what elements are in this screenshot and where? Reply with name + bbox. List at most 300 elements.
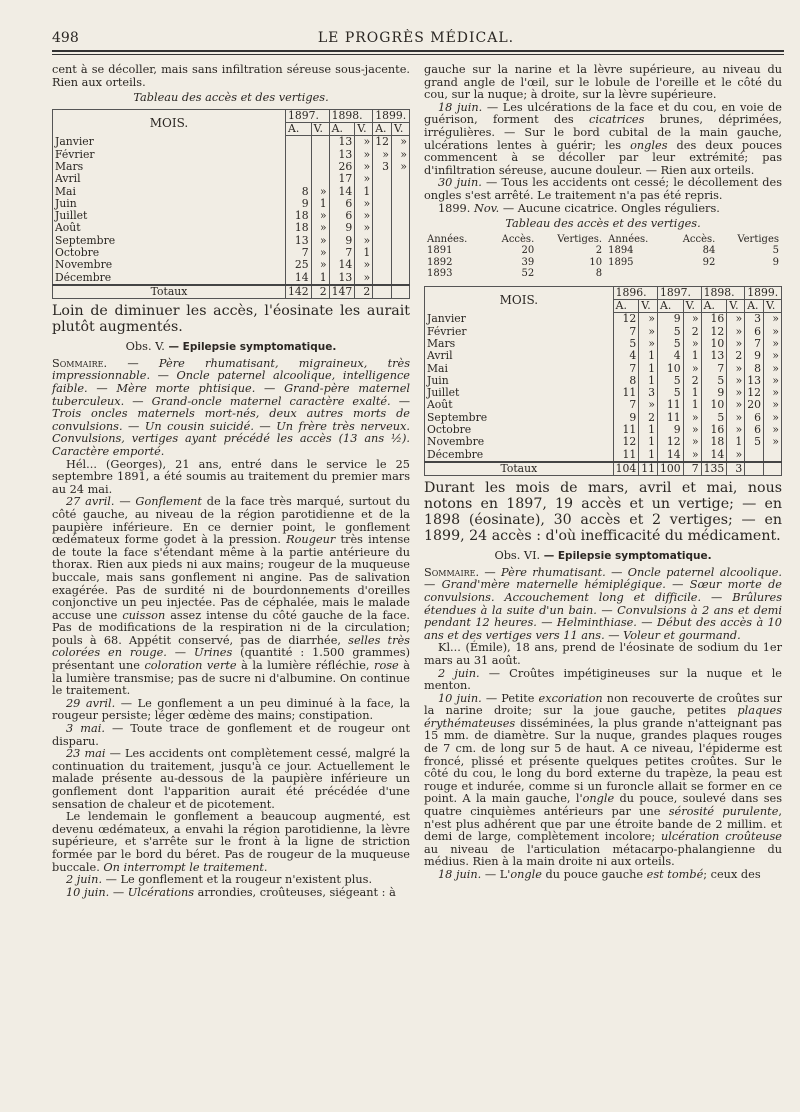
acces-cell: 6 xyxy=(329,198,355,210)
month-label: Septembre xyxy=(427,411,488,424)
acces-cell: 13 xyxy=(286,235,312,247)
acces-cell: 5 xyxy=(658,326,684,338)
paragraph xyxy=(52,496,410,698)
acces-cell: 26 xyxy=(329,161,355,173)
month-label: Août xyxy=(427,399,453,412)
acces-cell xyxy=(373,210,392,222)
date: 10 juin. xyxy=(66,885,110,899)
acces-cell: 14 xyxy=(658,449,684,462)
paragraph: gauche sur la narine et la lèvre supérieure, au niveau du grand angle de l'œil, sur le lobule de l'oreille et le côté du cou, sur la nuque; à droite, sur la lèvre supérieure. xyxy=(424,63,782,102)
term: cuisson xyxy=(122,608,166,622)
sommaire-text: — Père rhumatisant. — Oncle paternel alcoolique. — Grand'mère maternelle hémiplégique. — Sœur morte de convulsions. Accouchement long et difficile. — Brûlures étendues à la suite d'un bain. — Convulsions à 2 ans et demi pendant 12 heures. — Helminthiase. — Début des accès à 10 ans et des vertiges vers 11 ans. — Voleur et gourmand. xyxy=(424,565,782,642)
text: — L' xyxy=(481,868,511,882)
date: 23 mai xyxy=(66,747,106,761)
acces-cell: 10 xyxy=(701,338,727,350)
text: très intense de toute la face s'étendant même à la partie antérieure du thorax. Rien aux pieds ni aux mains; rougeur de la muqueuse buccale, mais sans gonflement ni angine. Pas de salivation exagérée. Pas de surdité ni de bourdonnements d'oreilles conjonctive un peu injectée. Pas de céphalée, mais le malade accuse une xyxy=(52,533,410,622)
table-row xyxy=(53,149,410,161)
acces-cell: 7 xyxy=(613,363,639,375)
total-cell xyxy=(392,285,410,299)
acces-cell: 5 xyxy=(701,412,727,424)
term: cicatrices xyxy=(589,113,645,127)
vertige-cell xyxy=(392,198,410,210)
vertige-cell: » xyxy=(355,173,373,185)
vertige-cell: » xyxy=(683,424,701,436)
col-v: V. xyxy=(355,123,373,136)
acces-cell: 6 xyxy=(745,412,764,424)
vertige-cell: » xyxy=(392,161,410,173)
acces-cell: 12 xyxy=(745,387,764,399)
vertige-cell: » xyxy=(764,326,782,338)
header-rule xyxy=(52,50,784,52)
text: — Le gonflement a un peu diminué à la face, la rougeur persiste; léger œdème des mains; constipation. xyxy=(52,696,410,723)
acces-cell xyxy=(373,186,392,198)
acces-cell: 3 xyxy=(745,313,764,326)
table-row xyxy=(425,436,782,448)
acces-cell: 9 xyxy=(701,387,727,399)
total-cell: 104 xyxy=(613,462,639,476)
vertige-cell: 1 xyxy=(639,449,658,462)
col-a: A. xyxy=(701,300,727,313)
vertige-cell: » xyxy=(311,222,329,234)
vertige-cell: 2 xyxy=(683,326,701,338)
month-label: Novembre xyxy=(427,436,485,449)
total-cell: 147 xyxy=(329,285,355,299)
right-column xyxy=(424,64,782,882)
table-year: 1899. xyxy=(745,286,782,299)
paragraph xyxy=(424,668,782,693)
acces-cell: 3 xyxy=(373,161,392,173)
text: du pouce, soulevé dans ses quatre cinquièmes antérieurs par une xyxy=(424,792,782,819)
acces-cell: 5 xyxy=(745,436,764,448)
totals-label: Totaux xyxy=(53,285,286,299)
table-row xyxy=(425,424,782,436)
acces-cell: 6 xyxy=(329,210,355,222)
term: rose xyxy=(374,659,399,673)
date: 18 juin. xyxy=(438,868,482,882)
acces-cell: 13 xyxy=(701,350,727,362)
table-row xyxy=(53,235,410,247)
text: — Les ulcérations de la face et du cou, en voie de guérison, forment des xyxy=(424,100,782,127)
vertige-cell: » xyxy=(355,272,373,285)
table-row xyxy=(53,186,410,198)
table-row xyxy=(53,259,410,271)
vertige-cell: » xyxy=(764,338,782,350)
paragraph xyxy=(52,698,410,723)
term: On interrompt le traitement. xyxy=(103,860,268,874)
paragraph xyxy=(52,887,410,900)
month-label: Décembre xyxy=(427,448,484,461)
vertige-cell: » xyxy=(764,399,782,411)
vertige-cell xyxy=(392,186,410,198)
term: Ulcérations xyxy=(127,885,195,899)
total-cell: 135 xyxy=(701,462,727,476)
vertige-cell: » xyxy=(727,363,745,375)
vertige-cell xyxy=(392,259,410,271)
vertige-cell: » xyxy=(727,399,745,411)
table-title: Tableau des accès et des vertiges. xyxy=(133,91,329,105)
page-header xyxy=(52,30,780,52)
obs-title: — Epilepsie symptomatique. xyxy=(543,550,712,563)
summary-cell xyxy=(718,268,782,280)
vertige-cell xyxy=(392,222,410,234)
vertige-cell: 1 xyxy=(355,186,373,198)
date: 18 juin. xyxy=(438,100,483,114)
summary-cell: 5 xyxy=(772,245,779,257)
paragraph-large: Loin de diminuer les accès, l'éosinate les aurait plutôt augmentés. xyxy=(52,303,410,336)
acces-cell: 7 xyxy=(745,338,764,350)
table-row xyxy=(425,412,782,424)
acces-cell: 14 xyxy=(329,259,355,271)
text: disséminées, la plus grande n'atteignant pas 15 mm. de diamètre. Sur la nuque, grandes plaques rouges de 7 cm. de long sur 5 de haut. A ce niveau, l'épiderme est froncé, plissé et présente quelques petites croûtes. Sur le côté du cou, le long du bord externe du trapèze, la peau est rouge et indurée, comme si un furoncle allait se former en ce point. A la main gauche, l' xyxy=(424,716,782,806)
acces-cell: 8 xyxy=(613,375,639,387)
acces-cell xyxy=(373,247,392,259)
total-cell: 2 xyxy=(311,285,329,299)
total-cell xyxy=(373,285,392,299)
vertige-cell: 1 xyxy=(727,436,745,448)
vertige-cell: » xyxy=(311,247,329,259)
acces-cell xyxy=(286,161,312,173)
vertige-cell: 1 xyxy=(639,424,658,436)
head: Vertiges. xyxy=(557,233,603,245)
table-row xyxy=(425,363,782,375)
acces-cell xyxy=(373,235,392,247)
vertige-cell: 1 xyxy=(683,350,701,362)
acces-cell: 17 xyxy=(329,173,355,185)
col-v: V. xyxy=(311,123,329,136)
term: sérosité purulente xyxy=(668,805,779,819)
vertige-cell: » xyxy=(764,424,782,436)
table-year: 1898. xyxy=(329,109,373,122)
month-label: Février xyxy=(427,325,467,338)
vertige-cell: » xyxy=(764,375,782,387)
date: 30 juin. xyxy=(438,176,482,190)
table-row xyxy=(425,375,782,387)
acces-cell xyxy=(373,259,392,271)
sommaire-label: Sommaire. xyxy=(52,356,108,370)
vertige-cell xyxy=(392,235,410,247)
acces-cell: 18 xyxy=(701,436,727,448)
summary-cell: 84 xyxy=(702,245,716,257)
vertige-cell: » xyxy=(683,449,701,462)
vertige-cell: » xyxy=(727,424,745,436)
acces-cell: 4 xyxy=(613,350,639,362)
acces-cell: 9 xyxy=(329,222,355,234)
vertige-cell: » xyxy=(311,210,329,222)
table-row xyxy=(425,326,782,338)
journal-title: LE PROGRÈS MÉDICAL. xyxy=(317,30,515,46)
table-row xyxy=(53,210,410,222)
vertige-cell: » xyxy=(764,387,782,399)
acces-cell: 11 xyxy=(613,387,639,399)
month-label: Juin xyxy=(427,374,449,387)
paragraph xyxy=(424,177,782,202)
acces-cell: 12 xyxy=(613,313,639,326)
vertige-cell xyxy=(311,173,329,185)
date: 1899. xyxy=(438,201,474,215)
vertige-cell: » xyxy=(355,136,373,149)
month-label: Avril xyxy=(55,173,81,186)
month-label: Avril xyxy=(427,350,453,363)
vertige-cell: 2 xyxy=(683,375,701,387)
col-a: A. xyxy=(373,123,392,136)
table-year: 1899. xyxy=(373,109,410,122)
text: des deux pouces commencent à se décoller par leur extrémité; pas d'infiltration séreuse, aucune douleur. — Rien aux orteils. xyxy=(424,138,783,177)
acces-cell: 7 xyxy=(329,247,355,259)
summary-cell: 8 xyxy=(595,268,603,280)
acces-cell: 7 xyxy=(286,247,312,259)
vertige-cell: 1 xyxy=(639,375,658,387)
month-label: Juin xyxy=(55,197,77,210)
vertige-cell: » xyxy=(355,235,373,247)
month-label: Octobre xyxy=(55,247,100,260)
paragraph xyxy=(52,723,410,748)
col-a: A. xyxy=(745,300,764,313)
paragraph xyxy=(424,203,782,216)
acces-cell: 8 xyxy=(286,186,312,198)
acces-cell: 12 xyxy=(373,136,392,149)
summary-cell: 92 xyxy=(702,256,716,268)
vertige-cell: 3 xyxy=(639,387,658,399)
vertige-cell: » xyxy=(355,210,373,222)
acces-cell: 14 xyxy=(286,272,312,285)
text: — xyxy=(109,885,128,899)
acces-cell xyxy=(745,449,764,462)
total-cell: 11 xyxy=(639,462,658,476)
term: ongles xyxy=(630,138,668,152)
col-v: V. xyxy=(639,300,658,313)
totals-row xyxy=(425,462,782,476)
summary-cell: 1894 xyxy=(608,245,634,257)
term: Rougeur xyxy=(286,533,336,547)
summary-row xyxy=(424,268,782,280)
table-row xyxy=(53,161,410,173)
acces-cell: 25 xyxy=(286,259,312,271)
table-col-mois: MOIS. xyxy=(149,115,189,130)
term: est tombé xyxy=(646,868,704,882)
acces-cell: 11 xyxy=(658,399,684,411)
monthly-table-obs5 xyxy=(52,109,410,299)
month-label: Septembre xyxy=(55,234,116,247)
date: 10 juin. xyxy=(438,691,482,705)
table-row xyxy=(53,272,410,285)
vertige-cell xyxy=(764,449,782,462)
vertige-cell xyxy=(311,136,329,149)
summary-row xyxy=(424,257,782,269)
paragraph: Kl... (Émile), 18 ans, prend de l'éosinate de sodium du 1er mars au 31 août. xyxy=(424,641,782,667)
acces-cell: 14 xyxy=(329,186,355,198)
text: du pouce gauche xyxy=(541,868,647,882)
text: — Croûtes impétigineuses sur la nuque et le menton. xyxy=(424,666,782,693)
acces-cell: 11 xyxy=(613,449,639,462)
text: — Toute trace de gonflement et de rougeur ont disparu. xyxy=(52,722,410,748)
summary-cell: 1895 xyxy=(608,256,634,268)
table-row xyxy=(53,198,410,210)
paragraph xyxy=(424,102,782,178)
date: 29 avril. xyxy=(66,696,116,710)
text: (quantité : 1.500 grammes) présentant une xyxy=(52,646,410,673)
table-year: 1896. xyxy=(613,286,657,299)
vertige-cell: » xyxy=(392,136,410,149)
acces-cell: 13 xyxy=(745,375,764,387)
vertige-cell: 1 xyxy=(683,399,701,411)
text: — xyxy=(166,646,194,660)
obs-title: — Epilepsie symptomatique. xyxy=(168,341,337,354)
text: — xyxy=(114,495,136,509)
acces-cell: 11 xyxy=(613,424,639,436)
term: Nov. xyxy=(473,201,500,215)
vertige-cell: » xyxy=(392,149,410,161)
acces-cell: 6 xyxy=(745,326,764,338)
table-row xyxy=(425,350,782,362)
summary-body xyxy=(424,245,782,280)
vertige-cell: 1 xyxy=(311,272,329,285)
vertige-cell: » xyxy=(727,387,745,399)
table-row xyxy=(425,449,782,462)
paragraph xyxy=(52,748,410,811)
text: arrondies, croûteuses, siégeant : à xyxy=(194,885,396,899)
vertige-cell: » xyxy=(764,436,782,448)
vertige-cell xyxy=(392,210,410,222)
col-v: V. xyxy=(683,300,701,313)
month-label: Juillet xyxy=(55,210,88,223)
paragraph-large: Durant les mois de mars, avril et mai, nous notons en 1897, 19 accès et un vertige; — en 1898 (éosinate), 30 accès et 2 vertiges; — en 1899, 24 accès : d'où inefficacité du médicament. xyxy=(424,480,782,545)
paragraph xyxy=(424,693,782,869)
month-label: Janvier xyxy=(427,312,466,326)
vertige-cell: » xyxy=(311,259,329,271)
vertige-cell: 1 xyxy=(639,350,658,362)
summary-cell: 39 xyxy=(521,256,535,268)
acces-cell: 13 xyxy=(329,136,355,149)
term: ongle xyxy=(510,868,542,882)
summary-cell: 10 xyxy=(589,256,603,268)
month-label: Octobre xyxy=(427,423,472,436)
summary-cell: 1892 xyxy=(427,256,453,268)
month-label: Juillet xyxy=(427,387,460,400)
term: Gonflement xyxy=(135,495,202,509)
vertige-cell: » xyxy=(727,375,745,387)
total-cell: 142 xyxy=(286,285,312,299)
vertige-cell: » xyxy=(764,363,782,375)
acces-cell: 11 xyxy=(658,412,684,424)
vertige-cell: » xyxy=(683,313,701,326)
acces-cell: 5 xyxy=(658,375,684,387)
month-label: Mars xyxy=(55,160,84,173)
text: assez intense du côté gauche de la face. Pas de modifications de la respiration ni de la circulation; pouls à 68. Appétit conservé, pas de diarrhée, xyxy=(52,608,410,647)
acces-cell xyxy=(286,149,312,161)
acces-cell: 6 xyxy=(745,424,764,436)
acces-cell xyxy=(373,173,392,185)
table-year: 1897. xyxy=(286,109,330,122)
monthly-table-obs6 xyxy=(424,286,782,476)
col-v: V. xyxy=(392,123,410,136)
acces-cell: » xyxy=(373,149,392,161)
acces-cell: 13 xyxy=(329,149,355,161)
table-row xyxy=(53,222,410,234)
acces-cell: 7 xyxy=(613,399,639,411)
term: Urines xyxy=(193,646,233,660)
text: de la face très marqué, surtout du côté gauche, au niveau de la région parotidienne et de la paupière inférieure. En ce dernier point, le gonflement œdémateux forme godet à la pression. xyxy=(52,495,410,547)
vertige-cell: » xyxy=(355,161,373,173)
date: 2 juin. xyxy=(66,873,103,887)
summary-cell: 1891 xyxy=(427,245,453,257)
acces-cell: 9 xyxy=(658,424,684,436)
head: Années. xyxy=(608,233,649,245)
total-cell xyxy=(764,462,782,476)
vertige-cell: 1 xyxy=(639,436,658,448)
acces-cell: 10 xyxy=(701,399,727,411)
text: — Petite xyxy=(481,691,539,705)
month-label: Mai xyxy=(55,185,76,198)
summary-cell: 1893 xyxy=(427,268,453,280)
table-row xyxy=(425,387,782,399)
vertige-cell: » xyxy=(639,338,658,350)
vertige-cell: » xyxy=(727,412,745,424)
acces-cell: 5 xyxy=(658,338,684,350)
vertige-cell xyxy=(311,161,329,173)
col-v: V. xyxy=(727,300,745,313)
month-label: Novembre xyxy=(55,259,113,272)
table-row xyxy=(53,247,410,259)
header-rule-thin xyxy=(52,54,784,55)
acces-cell: 4 xyxy=(658,350,684,362)
summary-cell: 20 xyxy=(521,245,535,257)
text: non recouverte de croûtes sur la narine droite; sur la joue gauche, petites xyxy=(424,691,782,718)
date: 27 avril. xyxy=(66,495,115,509)
table-row xyxy=(53,173,410,185)
page-number: 498 xyxy=(52,30,79,46)
text: brunes, déprimées, irrégulières. — Sur le bord cubital de la main gauche, ulcérations lentes à guérir; les xyxy=(424,113,782,152)
term: ongle xyxy=(582,792,615,806)
acces-cell: 5 xyxy=(701,375,727,387)
text: — Le gonflement et la rougeur n'existent plus. xyxy=(102,873,373,887)
acces-cell xyxy=(373,222,392,234)
vertige-cell: » xyxy=(311,186,329,198)
acces-cell xyxy=(286,136,312,149)
text: — Les accidents ont complètement cessé, malgré la continuation du traitement, jusqu'à ce jour. Actuellement le malade présente au-dessous de la paupière inférieure un gonflement dont l'apparition aurait été précédée d'une sensation de chaleur et de picotement. xyxy=(52,747,410,811)
sommaire-label: Sommaire. xyxy=(424,565,480,579)
vertige-cell: » xyxy=(355,198,373,210)
col-a: A. xyxy=(613,300,639,313)
vertige-cell: » xyxy=(764,350,782,362)
acces-cell: 9 xyxy=(745,350,764,362)
table-year: 1897. xyxy=(658,286,702,299)
total-cell: 100 xyxy=(658,462,684,476)
obs-number: Obs. V. xyxy=(125,340,165,354)
summary-cell: 52 xyxy=(521,268,535,280)
acces-cell xyxy=(373,198,392,210)
summary-cell xyxy=(667,268,719,280)
acces-cell: 8 xyxy=(745,363,764,375)
total-cell: 3 xyxy=(727,462,745,476)
table-row xyxy=(425,399,782,411)
term: selles très colorées en rouge. xyxy=(52,633,410,660)
acces-cell xyxy=(373,272,392,285)
acces-cell: 5 xyxy=(658,387,684,399)
table-year: 1898. xyxy=(701,286,745,299)
acces-cell: 9 xyxy=(329,235,355,247)
acces-cell: 9 xyxy=(286,198,312,210)
acces-cell: 18 xyxy=(286,222,312,234)
sommaire-text: — Père rhumatisant, migraineux, très impressionnable. — Oncle paternel alcoolique, intelligence faible. — Mère morte phtisique. — Grand-père maternel tuberculeux. — Grand-oncle maternel caractère exalté. — Trois oncles maternels mort-nés, deux autres morts de convulsions. — Un cousin suicidé. — Un frère très nerveux. Convulsions, vertiges ayant précédé les accès (13 ans ½). Caractère emporté. xyxy=(52,356,411,458)
acces-cell: 9 xyxy=(613,412,639,424)
table-body xyxy=(425,313,782,476)
yearly-summary-table xyxy=(424,234,782,280)
term: excoriation xyxy=(538,691,603,705)
month-label: Février xyxy=(55,148,95,161)
total-cell: 7 xyxy=(683,462,701,476)
vertige-cell: » xyxy=(311,235,329,247)
vertige-cell: 1 xyxy=(311,198,329,210)
